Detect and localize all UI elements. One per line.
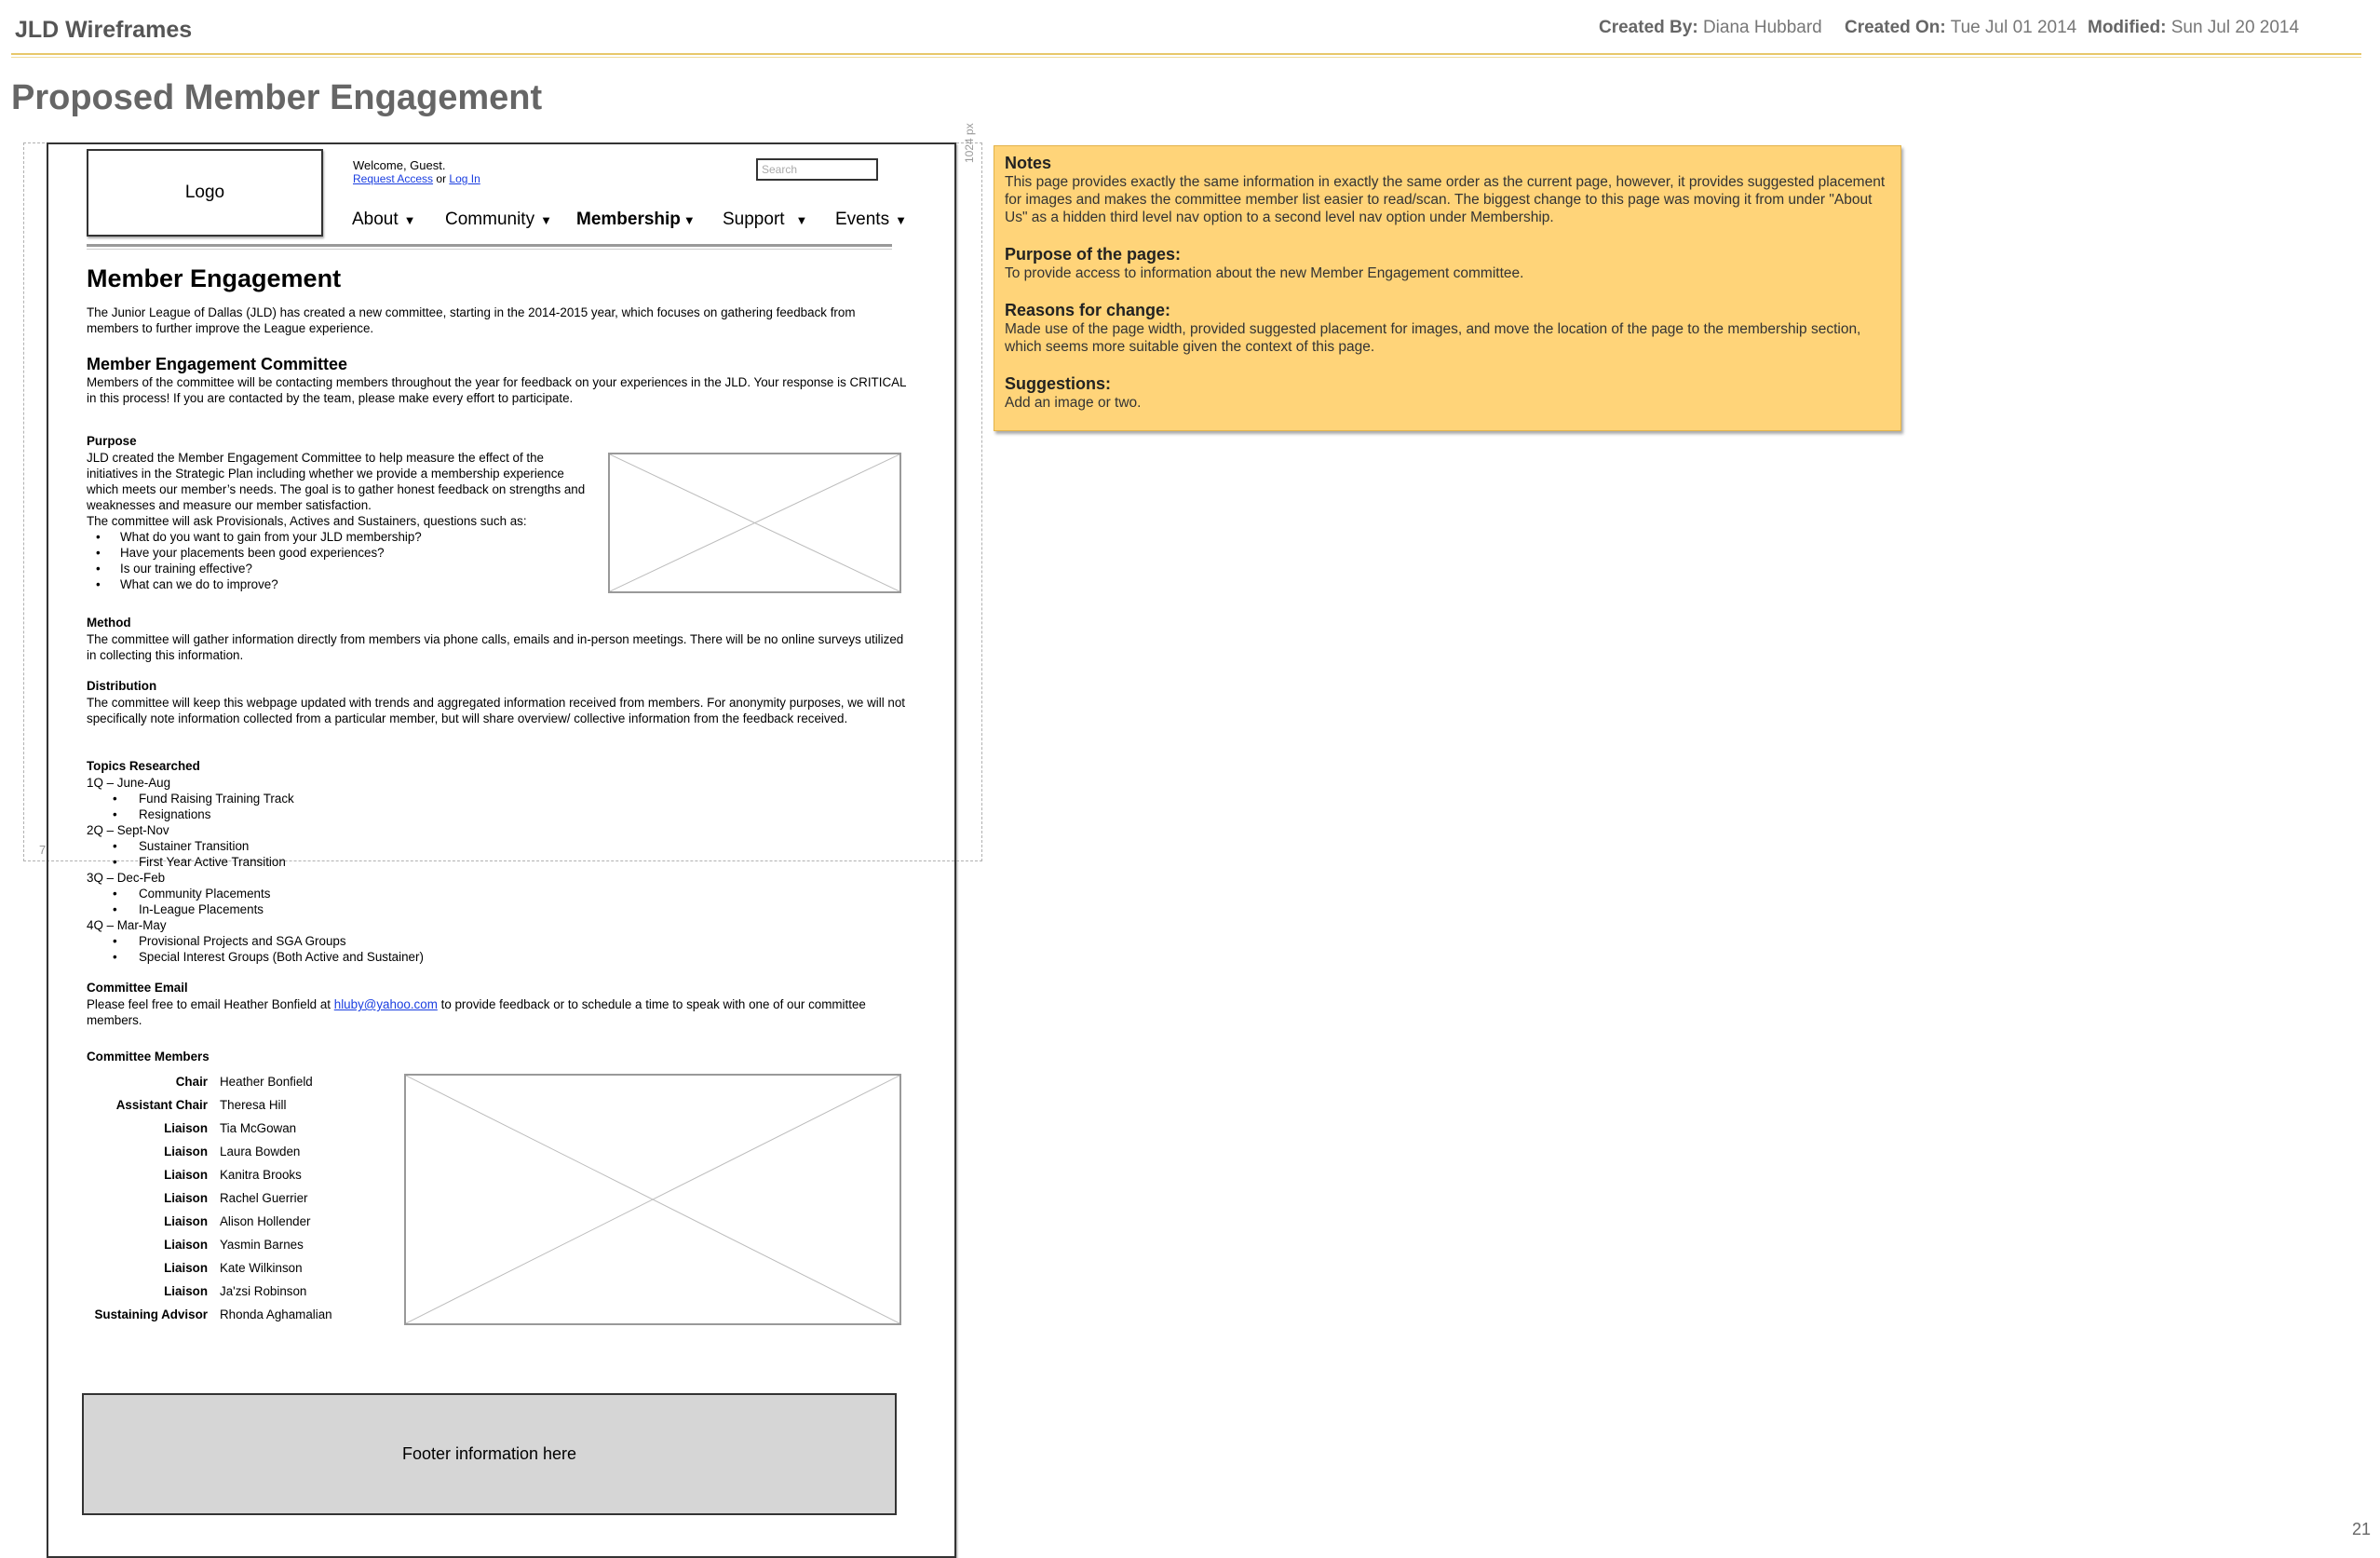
method-text: The committee will gather information directly from members via phone calls, emails and in-person meetings. There will be no online surveys utilized in collecting this information.	[87, 632, 904, 662]
member-name: Laura Bowden	[220, 1145, 301, 1158]
members-names	[220, 1075, 387, 1331]
purpose-pages-text: To provide access to information about the new Member Engagement committee.	[1005, 265, 1524, 281]
viewport-tick-label: 7	[39, 843, 47, 857]
caret-down-icon: ▼	[403, 213, 416, 227]
list-item: • Is our training effective?	[87, 561, 588, 576]
site-logo[interactable]: Logo	[87, 149, 323, 237]
member-name: Alison Hollender	[220, 1214, 311, 1228]
purpose-text: JLD created the Member Engagement Committee to help measure the effect of the initiatives in the Strategic Plan including whether we provide a membership experience which meets our member’s needs. The goal is to gather honest feedback on strengths and weaknesses and measure our member satisfaction.	[87, 451, 586, 512]
header-divider-secondary	[11, 57, 2361, 58]
notes-heading: Notes	[1005, 154, 1052, 172]
content-title: Member Engagement	[87, 264, 342, 292]
notes-text: This page provides exactly the same information in exactly the same order as the current page, however, it provides suggested placement for images and makes the committee member list easier to read/scan. The biggest change to this page was moving it from under "About Us" as a hidden third level nav option to a second level nav option under Membership.	[1005, 174, 1886, 225]
purpose-section	[87, 450, 588, 592]
method-heading: Method	[87, 616, 131, 630]
nav-divider-secondary	[87, 249, 892, 250]
created-by: Created By: Diana Hubbard	[1599, 18, 1822, 37]
member-role-row: Liaison	[164, 1238, 208, 1252]
purpose-questions	[87, 529, 588, 592]
image-placeholder-members	[404, 1074, 901, 1325]
member-name: Rachel Guerrier	[220, 1191, 308, 1205]
member-role-row: Liaison	[164, 1121, 208, 1135]
welcome-text: Welcome, Guest.	[353, 158, 446, 172]
email-text: Please feel free to email Heather Bonfield at hluby@yahoo.com to provide feedback or to schedule a time to speak with one of our committee members.	[87, 997, 866, 1027]
member-role-row: Chair	[175, 1075, 208, 1089]
member-role-row: Sustaining Advisor	[94, 1307, 208, 1321]
member-role-row: Liaison	[164, 1191, 208, 1205]
reasons-heading: Reasons for change:	[1005, 301, 1171, 319]
created-on: Created On: Tue Jul 01 2014	[1845, 18, 2077, 37]
list-item: • In-League Placements	[87, 901, 906, 917]
nav-membership[interactable]: Membership ▼	[576, 210, 696, 229]
purpose-heading: Purpose	[87, 434, 137, 448]
search-input[interactable]	[756, 158, 878, 181]
list-item: • What can we do to improve?	[87, 576, 588, 592]
email-link[interactable]: hluby@yahoo.com	[333, 997, 438, 1011]
members-roles	[87, 1075, 208, 1331]
member-role-row: Liaison	[164, 1284, 208, 1298]
site-footer: Footer information here	[82, 1393, 897, 1515]
member-role-row: Liaison	[164, 1261, 208, 1275]
committee-text: Members of the committee will be contacting members throughout the year for feedback on your experiences in the JLD. Your response is CRITICAL in this process! If you are contacted by the team, please make every effort to participate.	[87, 375, 907, 405]
topic-quarter: 1Q – June-Aug	[87, 776, 171, 790]
header-divider	[11, 53, 2361, 55]
reasons-text: Made use of the page width, provided suggested placement for images, and move the location of the page to the membership section, which seems more suitable given the context of this page.	[1005, 321, 1861, 355]
page-number: 21	[2351, 1520, 2371, 1538]
list-item: • First Year Active Transition	[87, 854, 906, 870]
notes-panel	[994, 145, 1901, 431]
member-name: Ja'zsi Robinson	[220, 1284, 307, 1298]
member-role-row: Liaison	[164, 1145, 208, 1158]
list-item: • Fund Raising Training Track	[87, 791, 906, 806]
request-access-link[interactable]: Request Access	[353, 172, 434, 185]
distribution-heading: Distribution	[87, 679, 157, 693]
member-name: Kanitra Brooks	[220, 1168, 302, 1182]
distribution-text: The committee will keep this webpage updated with trends and aggregated information received from members. For anonymity purposes, we will not specifically note information collected from a particular member, but will share overview/ collective information from the feedback received.	[87, 696, 906, 725]
member-name: Kate Wilkinson	[220, 1261, 303, 1275]
list-item: • Community Placements	[87, 886, 906, 901]
purpose-questions-intro: The committee will ask Provisionals, Actives and Sustainers, questions such as:	[87, 514, 527, 528]
image-placeholder-purpose	[608, 453, 901, 593]
committee-heading: Member Engagement Committee	[87, 355, 348, 373]
member-name: Tia McGowan	[220, 1121, 297, 1135]
member-name: Theresa Hill	[220, 1098, 287, 1112]
intro-text: The Junior League of Dallas (JLD) has created a new committee, starting in the 2014-2015 year, which focuses on gathering feedback from members to further improve the League experience.	[87, 305, 856, 335]
list-item: • Sustainer Transition	[87, 838, 906, 854]
caret-down-icon: ▼	[895, 213, 907, 227]
app-title: JLD Wireframes	[15, 17, 193, 43]
list-item: • Resignations	[87, 806, 906, 822]
nav-events[interactable]: Events ▼	[835, 210, 907, 229]
topics-heading: Topics Researched	[87, 759, 200, 773]
nav-support[interactable]: Support ▼	[723, 210, 808, 229]
suggestions-heading: Suggestions:	[1005, 374, 1112, 393]
topics-list	[87, 775, 906, 965]
modified-date: Modified: Sun Jul 20 2014	[2088, 18, 2300, 37]
caret-down-icon: ▼	[683, 213, 696, 227]
viewport-width-label: 1024 px	[963, 123, 976, 163]
caret-down-icon: ▼	[540, 213, 552, 227]
member-name: Rhonda Aghamalian	[220, 1307, 332, 1321]
list-item: • Special Interest Groups (Both Active and Sustainer)	[87, 949, 906, 965]
members-heading: Committee Members	[87, 1050, 210, 1064]
email-heading: Committee Email	[87, 981, 188, 995]
list-item: • What do you want to gain from your JLD membership?	[87, 529, 588, 545]
list-item: • Provisional Projects and SGA Groups	[87, 933, 906, 949]
list-item: • Have your placements been good experiences?	[87, 545, 588, 561]
purpose-pages-heading: Purpose of the pages:	[1005, 245, 1182, 264]
member-role-row: Liaison	[164, 1214, 208, 1228]
member-role-row: Assistant Chair	[115, 1098, 208, 1112]
nav-community[interactable]: Community ▼	[445, 210, 552, 229]
caret-down-icon: ▼	[795, 213, 808, 227]
topic-quarter: 2Q – Sept-Nov	[87, 823, 169, 837]
suggestions-text: Add an image or two.	[1005, 395, 1142, 411]
log-in-link[interactable]: Log In	[449, 172, 480, 185]
topic-quarter: 3Q – Dec-Feb	[87, 871, 166, 885]
member-name: Heather Bonfield	[220, 1075, 313, 1089]
member-role-row: Liaison	[164, 1168, 208, 1182]
nav-about[interactable]: About ▼	[352, 210, 416, 229]
login-links: Request Access or Log In	[353, 172, 480, 185]
member-name: Yasmin Barnes	[220, 1238, 304, 1252]
nav-divider	[87, 244, 892, 247]
topic-quarter: 4Q – Mar-May	[87, 918, 167, 932]
page-title: Proposed Member Engagement	[11, 78, 543, 117]
